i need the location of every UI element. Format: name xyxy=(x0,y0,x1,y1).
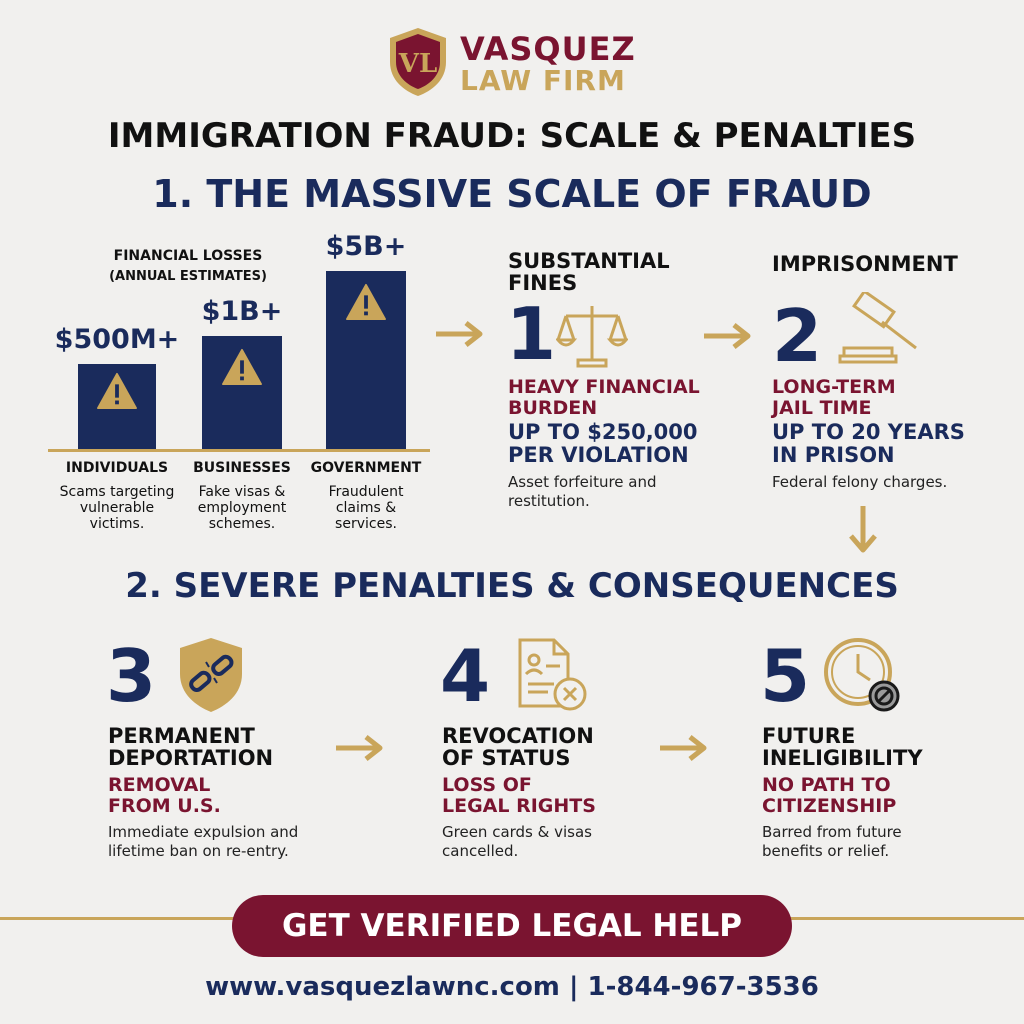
step4-subtitle xyxy=(442,775,596,817)
step1-heading-line: SUBSTANTIAL xyxy=(508,249,670,273)
chart-baseline xyxy=(48,449,430,452)
step2-subtitle-line: JAIL TIME xyxy=(772,397,872,419)
chart-value-label: $5B+ xyxy=(325,230,407,262)
brand-name-line1: VASQUEZ xyxy=(460,30,636,68)
arrow-down-icon xyxy=(846,504,880,558)
step3-subtitle xyxy=(108,775,221,817)
step5-note-line: Barred from future xyxy=(762,823,902,841)
chart-category-description: services. xyxy=(335,516,397,532)
step3-number: 3 xyxy=(106,634,157,718)
step1-number: 1 xyxy=(506,292,557,376)
step4-note-line: Green cards & visas xyxy=(442,823,592,841)
step4-subtitle-line: LEGAL RIGHTS xyxy=(442,795,596,817)
section2-title: 2. SEVERE PENALTIES & CONSEQUENCES xyxy=(125,566,899,606)
chart-category-description: claims & xyxy=(335,500,397,516)
chart-value-label: $500M+ xyxy=(54,323,180,355)
step3-subtitle-line: REMOVAL xyxy=(108,774,211,796)
step4-subtitle-line: LOSS OF xyxy=(442,774,532,796)
warning-icon xyxy=(96,372,138,410)
step2-highlight-line: IN PRISON xyxy=(772,443,895,467)
chart-category-description: victims. xyxy=(89,516,145,532)
chart-category-description: Scams targeting xyxy=(59,484,175,500)
step5-heading xyxy=(762,725,923,769)
warning-icon xyxy=(345,283,387,321)
step3-subtitle-line: FROM U.S. xyxy=(108,795,221,817)
step2-highlight-line: UP TO 20 YEARS xyxy=(772,420,965,444)
step1-highlight-line: PER VIOLATION xyxy=(508,443,689,467)
step3-note-line: lifetime ban on re-entry. xyxy=(108,842,289,860)
step1-highlight xyxy=(508,421,698,467)
clock-prohibited-icon xyxy=(822,634,902,716)
step2-number: 2 xyxy=(772,294,823,378)
step1-note-line: restitution. xyxy=(508,492,590,510)
step2-note-line: Federal felony charges. xyxy=(772,473,948,491)
contact-info[interactable]: www.vasquezlawnc.com | 1-844-967-3536 xyxy=(205,972,819,1002)
footer-divider-right xyxy=(784,917,1024,920)
step2-note xyxy=(772,473,947,492)
chart-caption-sub: (ANNUAL ESTIMATES) xyxy=(109,269,267,284)
step5-subtitle-line: CITIZENSHIP xyxy=(762,795,897,817)
step5-heading-line: INELIGIBILITY xyxy=(762,746,923,770)
chart-category-description: schemes. xyxy=(208,516,276,532)
step3-heading xyxy=(108,725,273,769)
step4-heading-line: REVOCATION xyxy=(442,724,594,748)
chart-bar xyxy=(78,364,156,449)
gavel-icon xyxy=(838,292,924,366)
step5-note xyxy=(762,823,902,861)
arrow-right-icon xyxy=(658,732,712,764)
chart-category-label: INDIVIDUALS xyxy=(65,460,169,476)
step5-subtitle-line: NO PATH TO xyxy=(762,774,891,796)
step5-subtitle xyxy=(762,775,896,817)
step3-heading-line: PERMANENT xyxy=(108,724,255,748)
step2-subtitle xyxy=(772,377,896,419)
logo-shield-icon xyxy=(386,26,450,98)
broken-chain-shield-icon xyxy=(176,636,246,714)
chart-category-description: Fake visas & xyxy=(198,484,286,500)
step5-heading-line: FUTURE xyxy=(762,724,856,748)
step2-heading xyxy=(772,253,958,275)
step4-note xyxy=(442,823,592,861)
step4-note-line: cancelled. xyxy=(442,842,519,860)
step4-heading xyxy=(442,725,594,769)
step4-heading-line: OF STATUS xyxy=(442,746,571,770)
arrow-right-icon xyxy=(702,320,756,352)
step2-highlight xyxy=(772,421,965,467)
page-title: IMMIGRATION FRAUD: SCALE & PENALTIES xyxy=(107,116,917,156)
get-legal-help-button[interactable]: GET VERIFIED LEGAL HELP xyxy=(232,895,792,957)
step1-subtitle-line: BURDEN xyxy=(508,397,598,419)
step2-heading-line: IMPRISONMENT xyxy=(772,252,958,276)
chart-bar xyxy=(202,336,282,449)
step5-number: 5 xyxy=(760,634,811,718)
step3-note-line: Immediate expulsion and xyxy=(108,823,299,841)
section1-title: 1. THE MASSIVE SCALE OF FRAUD xyxy=(152,172,872,216)
chart-category-description: employment xyxy=(197,500,287,516)
footer-divider-left xyxy=(0,917,240,920)
chart-caption: FINANCIAL LOSSES xyxy=(113,248,263,264)
arrow-right-icon xyxy=(434,318,488,350)
chart-category-description: vulnerable xyxy=(79,500,155,516)
step1-subtitle xyxy=(508,377,700,419)
logo-monogram: VL xyxy=(398,49,438,79)
step1-highlight-line: UP TO $250,000 xyxy=(508,420,698,444)
step1-subtitle-line: HEAVY FINANCIAL xyxy=(508,376,700,398)
step4-number: 4 xyxy=(440,634,491,718)
brand-name-line2: LAW FIRM xyxy=(460,64,626,97)
step3-note xyxy=(108,823,298,861)
arrow-right-icon xyxy=(334,732,388,764)
warning-icon xyxy=(221,348,263,386)
chart-category-label: GOVERNMENT xyxy=(310,460,422,476)
scales-icon xyxy=(556,300,628,370)
step2-subtitle-line: LONG-TERM xyxy=(772,376,896,398)
chart-bar xyxy=(326,271,406,449)
chart-category-label: BUSINESSES xyxy=(193,460,291,476)
step1-note xyxy=(508,473,657,511)
step3-heading-line: DEPORTATION xyxy=(108,746,274,770)
chart-value-label: $1B+ xyxy=(201,296,283,327)
step1-note-line: Asset forfeiture and xyxy=(508,473,657,491)
step1-heading-line: FINES xyxy=(508,271,578,295)
chart-category-description: Fraudulent xyxy=(328,484,404,500)
step5-note-line: benefits or relief. xyxy=(762,842,890,860)
step1-heading xyxy=(508,250,670,294)
revoked-document-icon xyxy=(514,636,592,714)
